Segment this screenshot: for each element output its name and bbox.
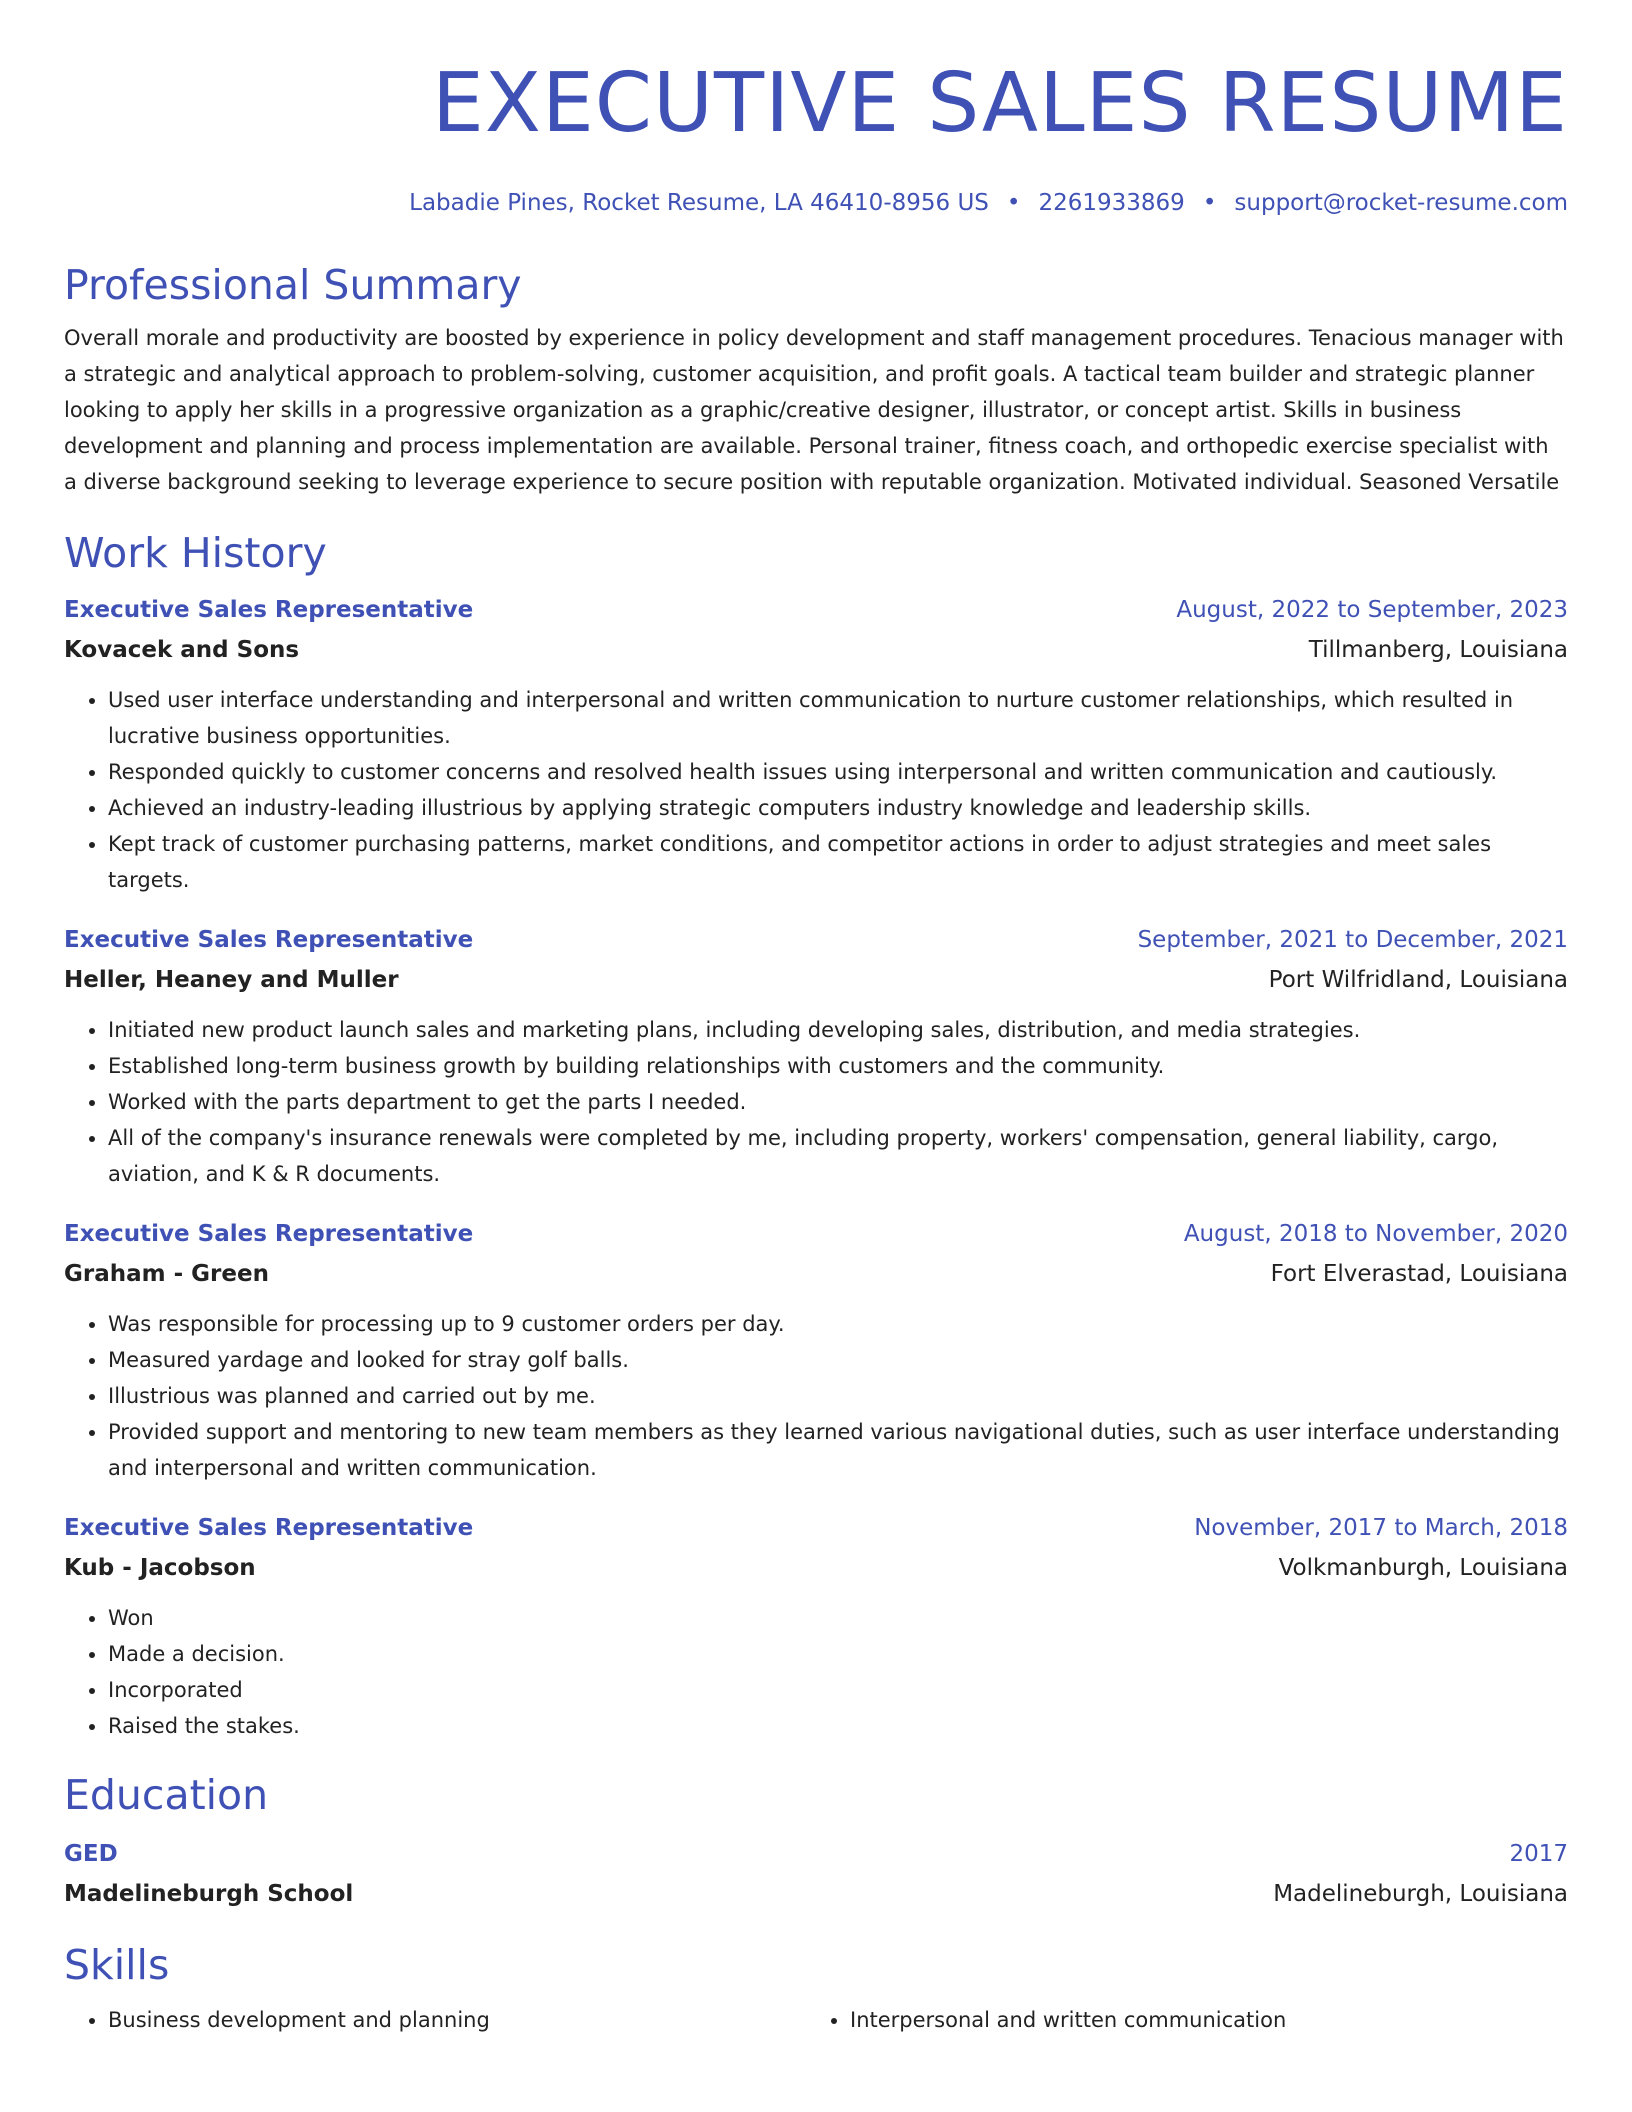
contact-address: Labadie Pines, Rocket Resume, LA 46410-8956 US [409, 190, 989, 216]
job-dates: September, 2021 to December, 2021 [1137, 927, 1568, 953]
bullet-item: • Was responsible for processing up to 9 customer orders per day. [108, 1306, 1568, 1342]
resume-title: EXECUTIVE SALES RESUME [431, 56, 1568, 151]
job-title: Executive Sales Representative [64, 1221, 474, 1247]
degree: GED [64, 1841, 118, 1867]
bullet-item: • Responded quickly to customer concerns and resolved health issues using interpersonal and written communication and cautiously. [108, 754, 1568, 790]
separator-dot: • [1202, 190, 1217, 216]
job-location: Volkmanburgh, Louisiana [1278, 1555, 1568, 1581]
job-location: Tillmanberg, Louisiana [1308, 637, 1568, 663]
contact-phone: 2261933869 [1038, 190, 1185, 216]
job-entry [64, 920, 1568, 1192]
bullet-item: • Measured yardage and looked for stray golf balls. [108, 1342, 1568, 1378]
education-heading: Education [64, 1771, 269, 1819]
bullet-item: • Initiated new product launch sales and marketing plans, including developing sales, distribution, and media strategies. [108, 1012, 1568, 1048]
school-location: Madelineburgh, Louisiana [1273, 1881, 1568, 1907]
job-title: Executive Sales Representative [64, 927, 474, 953]
bullet-item: • Kept track of customer purchasing patterns, market conditions, and competitor actions in order to adjust strategies and meet sales targets. [108, 826, 1568, 898]
bullet-item: • Used user interface understanding and interpersonal and written communication to nurture customer relationships, which resulted in lucrative business opportunities. [108, 682, 1568, 754]
resume-page [64, 0, 1568, 2038]
bullet-item: • Illustrious was planned and carried out by me. [108, 1378, 1568, 1414]
job-dates: November, 2017 to March, 2018 [1194, 1515, 1568, 1541]
bullet-item: • Made a decision. [108, 1636, 1568, 1672]
company-name: Kub - Jacobson [64, 1555, 256, 1581]
skills-column-right [806, 2002, 1548, 2038]
contact-line [64, 188, 1568, 218]
bullet-item: • Incorporated [108, 1672, 1568, 1708]
bullet-item: • Achieved an industry-leading illustrious by applying strategic computers industry knowledge and leadership skills. [108, 790, 1568, 826]
bullet-item: • Provided support and mentoring to new team members as they learned various navigational duties, such as user interface understanding and interpersonal and written communication. [108, 1414, 1568, 1486]
skill-item: • Interpersonal and written communication [850, 2002, 1548, 2038]
job-bullets [64, 1012, 1568, 1192]
school-name: Madelineburgh School [64, 1881, 354, 1907]
job-location: Fort Elverastad, Louisiana [1270, 1261, 1568, 1287]
skills-heading: Skills [64, 1941, 170, 1989]
job-entry [64, 1508, 1568, 1744]
job-entry [64, 590, 1568, 898]
job-dates: August, 2022 to September, 2023 [1176, 597, 1568, 623]
job-title: Executive Sales Representative [64, 597, 474, 623]
job-bullets [64, 682, 1568, 898]
bullet-item: • Raised the stakes. [108, 1708, 1568, 1744]
bullet-item: • All of the company's insurance renewals were completed by me, including property, workers' compensation, general liability, cargo, aviation, and K & R documents. [108, 1120, 1568, 1192]
company-name: Heller, Heaney and Muller [64, 967, 399, 993]
work-history-heading: Work History [64, 529, 327, 577]
job-entry [64, 1214, 1568, 1486]
company-name: Graham - Green [64, 1261, 269, 1287]
job-title: Executive Sales Representative [64, 1515, 474, 1541]
job-bullets [64, 1306, 1568, 1486]
contact-email: support@rocket-resume.com [1234, 190, 1568, 216]
skills-column-left [64, 2002, 806, 2038]
job-bullets [64, 1600, 1568, 1744]
separator-dot: • [1006, 190, 1021, 216]
summary-heading: Professional Summary [64, 261, 522, 309]
summary-text: Overall morale and productivity are boosted by experience in policy development and staff management procedures. Tenacious manager with a strategic and analytical approach to problem-solving, customer acquisition, and profit goals. A tactical team builder and strategic planner looking to apply her skills in a progressive organization as a graphic/creative designer, illustrator, or concept artist. Skills in business development and planning and process implementation are available. Personal trainer, fitness coach, and orthopedic exercise specialist with a diverse background seeking to leverage experience to secure position with reputable organization. Motivated individual. Seasoned Versatile [64, 326, 1564, 494]
company-name: Kovacek and Sons [64, 637, 300, 663]
bullet-item: • Worked with the parts department to get the parts I needed. [108, 1084, 1568, 1120]
bullet-item: • Won [108, 1600, 1568, 1636]
skills-list [64, 2002, 1568, 2038]
graduation-year: 2017 [1509, 1841, 1568, 1867]
job-location: Port Wilfridland, Louisiana [1268, 967, 1568, 993]
education-entry [64, 1834, 1568, 1914]
bullet-item: • Established long-term business growth by building relationships with customers and the community. [108, 1048, 1568, 1084]
job-dates: August, 2018 to November, 2020 [1183, 1221, 1568, 1247]
skill-item: • Business development and planning [108, 2002, 806, 2038]
